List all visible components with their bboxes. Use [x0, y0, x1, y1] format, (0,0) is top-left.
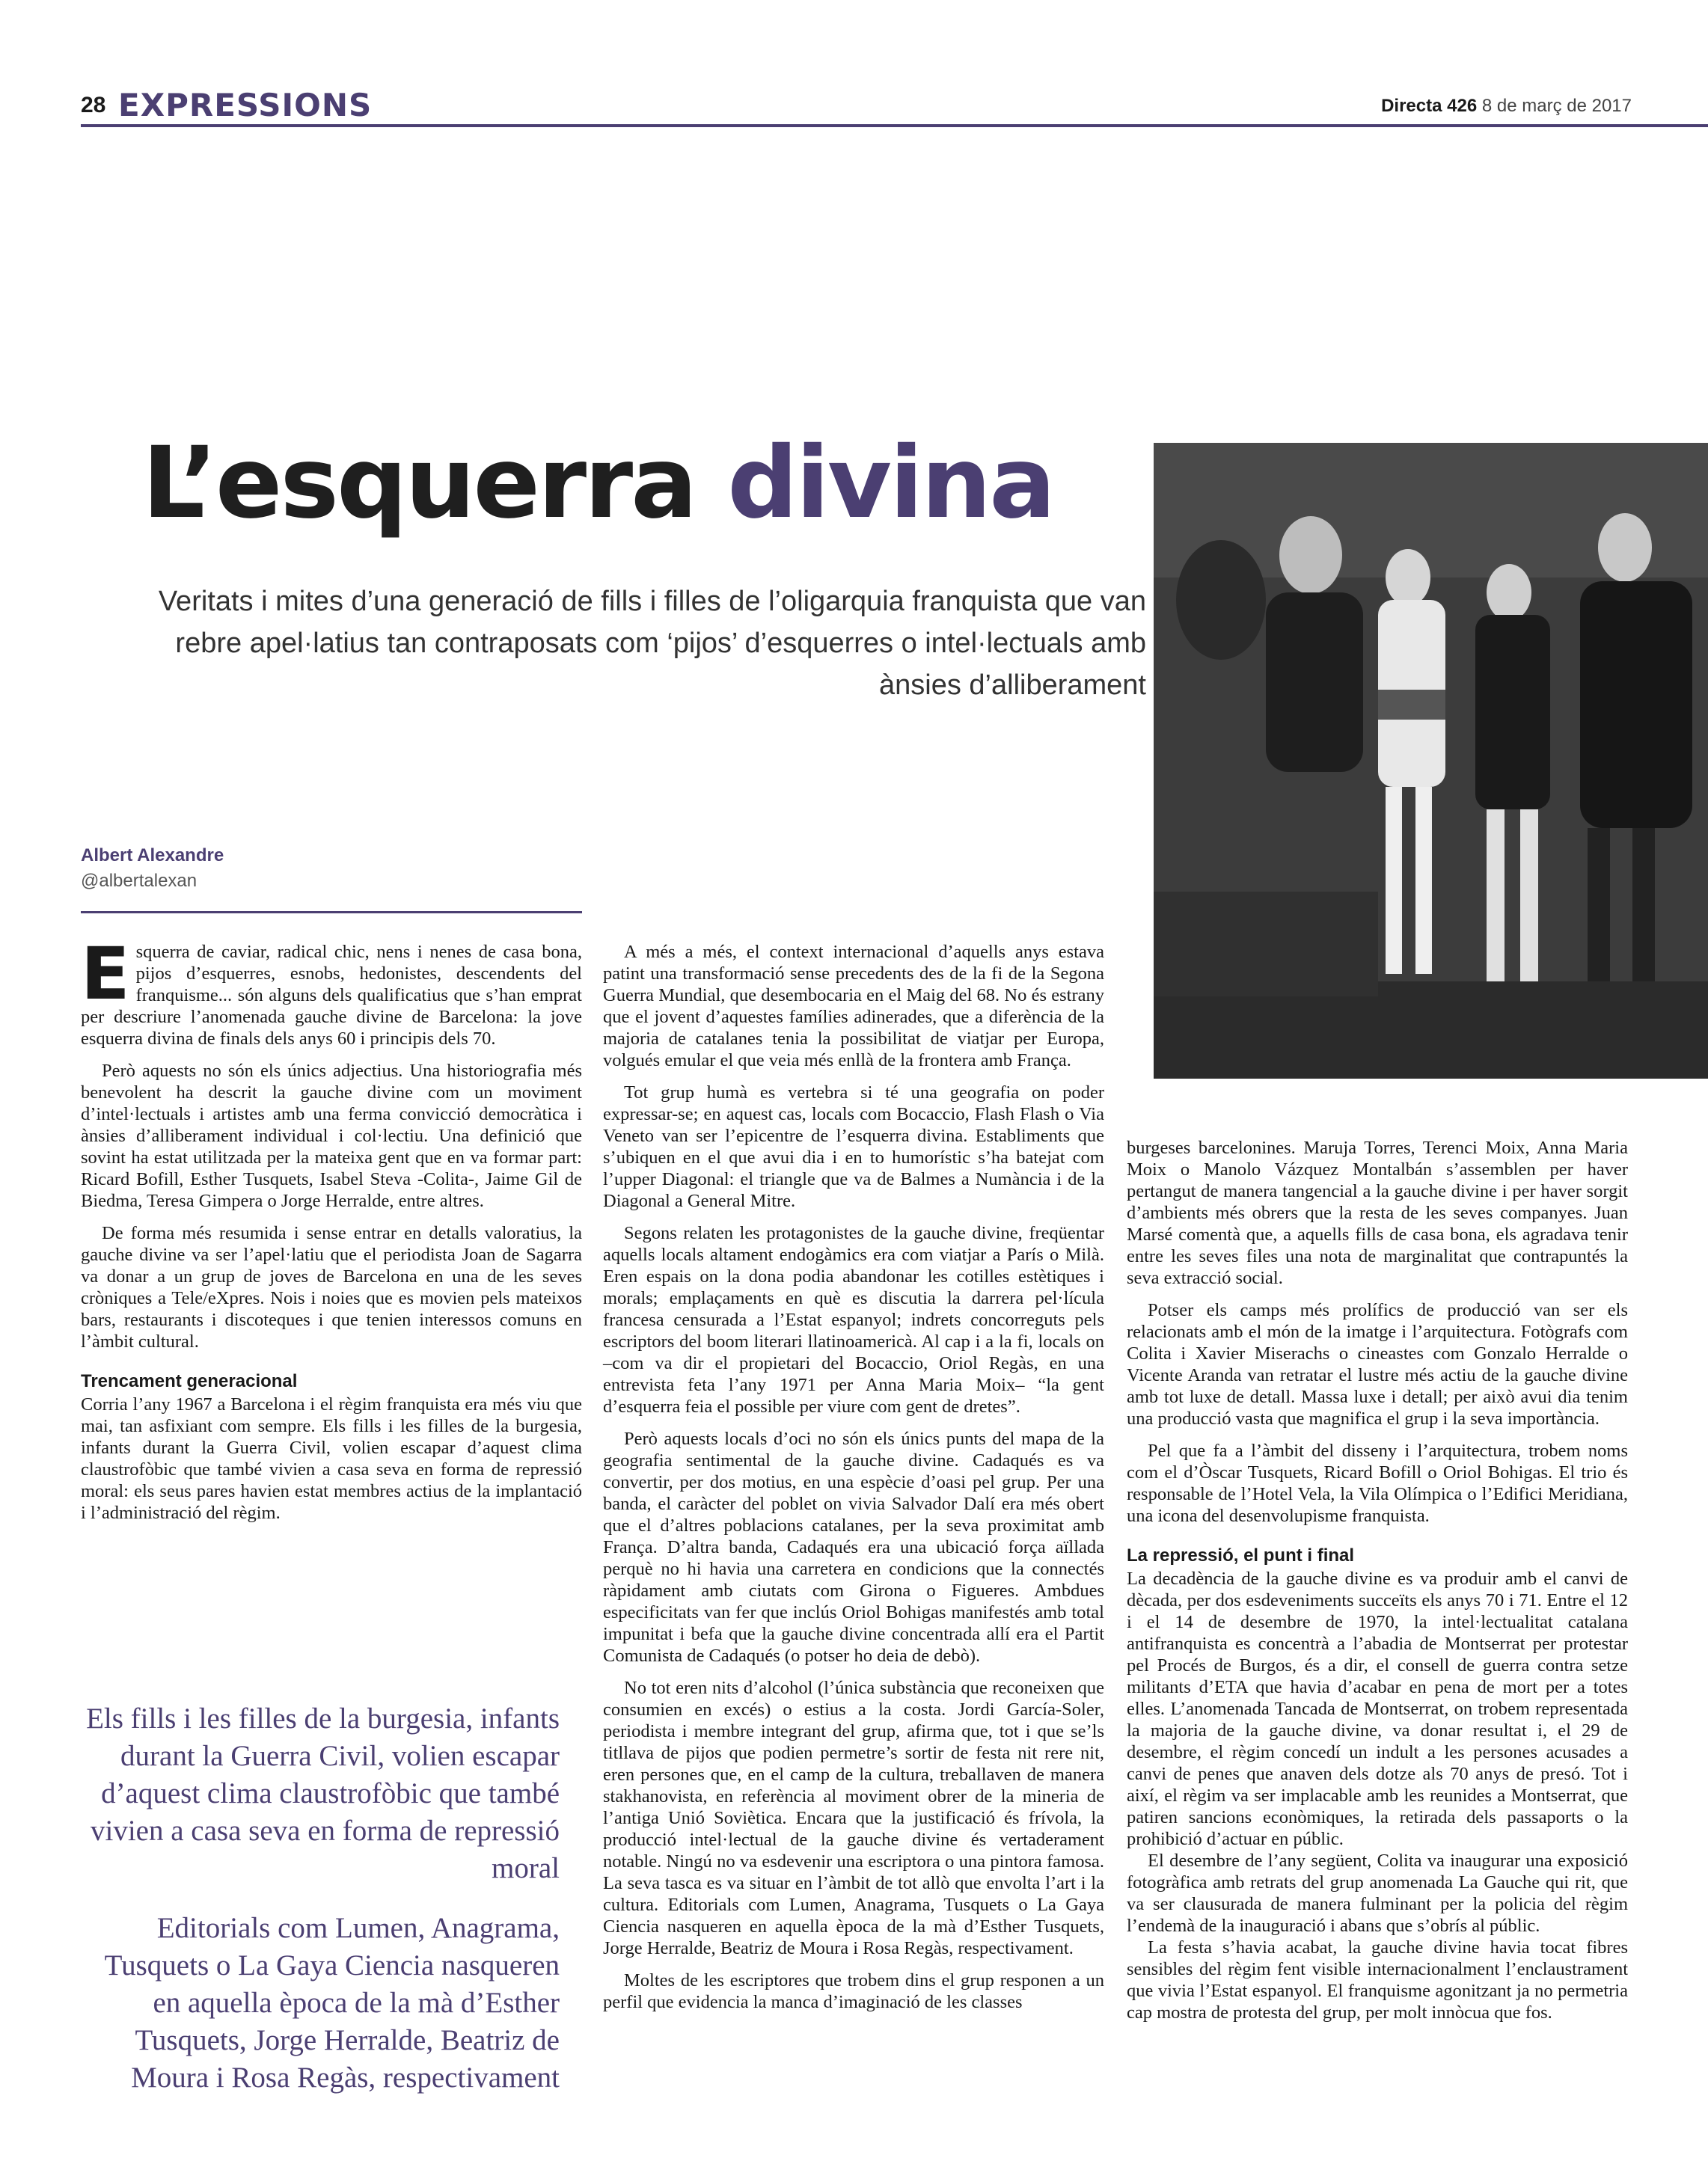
paragraph: burgeses barcelonines. Maruja Torres, Terenci Moix, Anna Maria Moix o Manolo Vázquez Montalbán s’assemblen per haver pertangut de manera tangencial a la gauche divine i per haver sorgit d’ambients més obrers que la resta de les seves companyes. Juan Marsé comentà que, a aquells fills de casa bona, els agradava tenir entre les seves files una nota de marginalitat que contrapuntés la seva extracció social.	[1127, 1138, 1628, 1288]
paragraph: No tot eren nits d’alcohol (l’única substància que reconeixen que consumien en excés) o estius a la costa. Jordi García-Soler, periodista i membre integrant del grup, afirma que, tot i que se’ls titllava de pijos que podien permetre’s sortir de festa nit rere nit, eren persones que, en el camp de la cultura, treballaven de manera stakhanovista, en referència al moviment obrer de la mineria de l’antiga Unió Soviètica. Encara que la justificació és frívola, la producció intel·lectual de la gauche divine és vertaderament notable. Ningú no va esdevenir una escriptora o una pintora famosa. La seva tasca es va situar en l’àmbit de tot allò que envolta l’art i la cultura. Editorials com Lumen, Anagrama, Tusquets o La Gaya Ciencia nasqueren en aquella època de la mà d’Esther Tusquets, Jorge Herralde, Beatriz de Moura i Rosa Regàs, respectivament.	[603, 1678, 1104, 1958]
paragraph: Potser els camps més prolífics de producció van ser els relacionats amb el món de la imatge i l’arquitectura. Fotògrafs com Colita i Xavier Miserachs o cineastes com Gonzalo Herralde o Vicente Aranda van retratar el lustre més actiu de la gauche divine amb tot luxe de detall. Massa luxe i detall; per això avui dia tenim una producció vasta que magnifica el grup i la seva importància.	[1127, 1300, 1628, 1429]
article-title	[142, 426, 1054, 541]
subheading: La repressió, el punt i final	[1127, 1545, 1355, 1566]
paragraph: Tot grup humà es vertebra si té una geografia on poder expressar-se; en aquest cas, locals com Bocaccio, Flash Flash o Via Veneto van ser l’epicentre de l’esquerra divina. Establiments que s’ubiquen en el que avui dia i en to humorístic s’ha batejat com l’upper Diagonal: el triangle que va de Balmes a Numància i de la Diagonal a General Mitre.	[603, 1082, 1104, 1211]
paragraph-text: squerra de caviar, radical chic, nens i nenes de casa bona, pijos d’esquerres, esnobs, hedonistes, descendents del franquisme... són alguns dels qualificatius que s’han emprat per descriure l’anomenada gauche divine de Barcelona: la jove esquerra divina de finals dels anys 60 i principis dels 70.	[81, 942, 582, 1049]
paragraph: A més a més, el context internacional d’aquells anys estava patint una transformació sense precedents des de la fi de la Segona Guerra Mundial, que desembocaria en el Maig del 68. No és estrany que el jovent d’aquestes famílies adinerades, que a diferència de la majoria de catalanes tenia la possibilitat de viatjar per Europa, volgués emular el que veia més enllà de la frontera amb França.	[603, 942, 1104, 1070]
byline	[81, 845, 582, 892]
article-subtitle: Veritats i mites d’una generació de fills i filles de l’oligarquia franquista que van rebre apel·latius tan contraposats com ‘pijos’ d’esquerres o intel·lectuals amb ànsies d’alliberament	[158, 586, 1146, 701]
issue-info	[1381, 96, 1632, 117]
title-part-1: L’esquerra	[142, 426, 728, 541]
title-part-2: divina	[727, 426, 1054, 541]
article-photo	[1154, 443, 1708, 1079]
column-3	[1127, 1137, 1628, 2023]
author-name: Albert Alexandre	[81, 845, 224, 865]
subheading: Trencament generacional	[81, 1371, 298, 1391]
author-handle: @albertalexan	[81, 871, 198, 891]
page-number: 28	[81, 93, 106, 117]
paragraph: Pel que fa a l’àmbit del disseny i l’arquitectura, trobem noms com el d’Òscar Tusquets, Ricard Bofill o Oriol Bohigas. El trio és responsable de l’Hotel Vela, la Vila Olímpica o l’Edifici Meridiana, una icona del desenvolupisme franquista.	[1127, 1441, 1628, 1526]
column-2	[603, 941, 1104, 2013]
section-name: EXPRESSIONS	[118, 87, 373, 123]
paragraph: Però aquests locals d’oci no són els únics punts del mapa de la geografia sentimental de la gauche divine. Cadaqués es va convertir, per dos motius, en una espècie d’oasi pel grup. Per una banda, el caràcter del poblet on vivia Salvador Dalí era més obert que el d’altres poblacions catalanes, per la seva proximitat amb França. D’altra banda, Cadaqués era una ubicació força aïllada perquè no hi havia una carretera en condicions que la connectés ràpidament amb ciutats com Girona o Figueres. Ambdues especificitats van fer que inclús Oriol Bohigas manifestés amb total impunitat i befa que la gauche divine concentrada allí era el Partit Comunista de Cadaqués (o potser ho deia de debò).	[603, 1429, 1104, 1666]
paragraph: Però aquests no són els únics adjectius. Una historiografia més benevolent ha descrit la gauche divine com un moviment d’intel·lectuals i artistes amb una ferma convicció democràtica i ànsies d’alliberament individual i col·lectiu. Una definició que sovint ha estat utilitzada per la mateixa gent que en va formar part: Ricard Bofill, Esther Tusquets, Isabel Steva -Colita-, Jaime Gil de Biedma, Teresa Gimpera o Jorge Herralde, entre altres.	[81, 1061, 582, 1211]
header-rule	[81, 124, 1708, 127]
paragraph: Moltes de les escriptores que trobem dins el grup responen a un perfil que evidencia la manca d’imaginació de les classes	[603, 1970, 1104, 2012]
paragraph: Segons relaten les protagonistes de la gauche divine, freqüentar aquells locals altament endogàmics era com viatjar a París o Milà. Eren espais on la dona podia abandonar les cotilles estètiques i morals; emplaçaments en què es discutia la darrera pel·lícula francesa censurada a l’Estat espanyol; indrets concorreguts pels escriptors del boom literari llatinoamericà. Al cap i a la fi, locals on –com va dir el propietari del Bocaccio, Oriol Regàs, en una entrevista feta l’any 1971 per Anna Maria Moix– “la gent d’esquerra feia el possible per viure com gent de dretes”.	[603, 1223, 1104, 1417]
pull-quote-1: Els fills i les filles de la burgesia, infants durant la Guerra Civil, volien escapar d’aquest clima claustrofòbic que també vivien a casa seva en forma de repressió moral	[86, 1703, 560, 1884]
paragraph: Corria l’any 1967 a Barcelona i el règim franquista era més viu que mai, tan asfixiant com sempre. Els fills i les filles de la burgesia, infants durant la Guerra Civil, volien escapar d’aquest clima claustrofòbic que també vivien a casa seva en forma de repressió moral: els seus pares havien estat membres actius de la implantació i l’administració del règim.	[81, 1394, 582, 1523]
party-scene-photo	[1154, 443, 1708, 1079]
paragraph: El desembre de l’any següent, Colita va inaugurar una exposició fotogràfica amb retrats del grup anomenada La Gauche qui rit, que va ser clausurada de manera fulminant per la policia del règim l’endemà de la inauguració i abans que s’obrís al públic.	[1127, 1851, 1628, 1936]
column-1	[81, 932, 582, 1524]
drop-cap: E	[81, 932, 130, 1016]
paragraph: La festa s’havia acabat, la gauche divine havia tocat fibres sensibles del règim fent visible internacionalment l’enclaustrament que vivia l’Estat espanyol. El franquisme agonitzant ja no permetria cap mostra de protesta del grup, per molt innòcua que fos.	[1127, 1937, 1628, 2023]
issue-date: 8 de març de 2017	[1481, 96, 1632, 116]
page-header	[81, 87, 1632, 127]
paragraph: De forma més resumida i sense entrar en detalls valoratius, la gauche divine va ser l’apel·latiu que el periodista Joan de Sagarra va donar a un grup de joves de Barcelona en una de les seves cròniques a Tele/eXpres. Nois i noies que es movien pels mateixos bars, restaurants i discoteques i que tenien interessos comuns en l’àmbit cultural.	[81, 1223, 582, 1352]
pull-quote-2: Editorials com Lumen, Anagrama, Tusquets o La Gaya Ciencia nasqueren en aquella època de la mà d’Esther Tusquets, Jorge Herralde, Beatriz de Moura i Rosa Regàs, respectivament	[104, 1912, 560, 2094]
paragraph: La decadència de la gauche divine es va produir amb el canvi de dècada, per dos esdeveniments succeïts els anys 70 i 71. Entre el 12 i el 14 de desembre de 1970, la intel·lectualitat catalana antifranquista es concentrà a l’abadia de Montserrat per protestar pel Procés de Burgos, és a dir, el consell de guerra contra setze militants d’ETA que havia d’acabar en pena de mort per a totes elles. L’anomenada Tancada de Montserrat, on trobem representada la majoria de la gauche divine, va donar resultat i, el 29 de desembre, el règim concedí un indult a les persones acusades a canvi de penes que anaven dels dotze als 70 anys de presó. Tot i així, el règim va ser implacable amb les reunides a Montserrat, que patiren sancions econòmiques, la retirada dels passaports o la prohibició d’actuar en públic.	[1127, 1569, 1628, 1849]
publication-name: Directa 426	[1381, 96, 1478, 116]
paragraph	[81, 932, 582, 1049]
byline-rule	[81, 911, 582, 913]
